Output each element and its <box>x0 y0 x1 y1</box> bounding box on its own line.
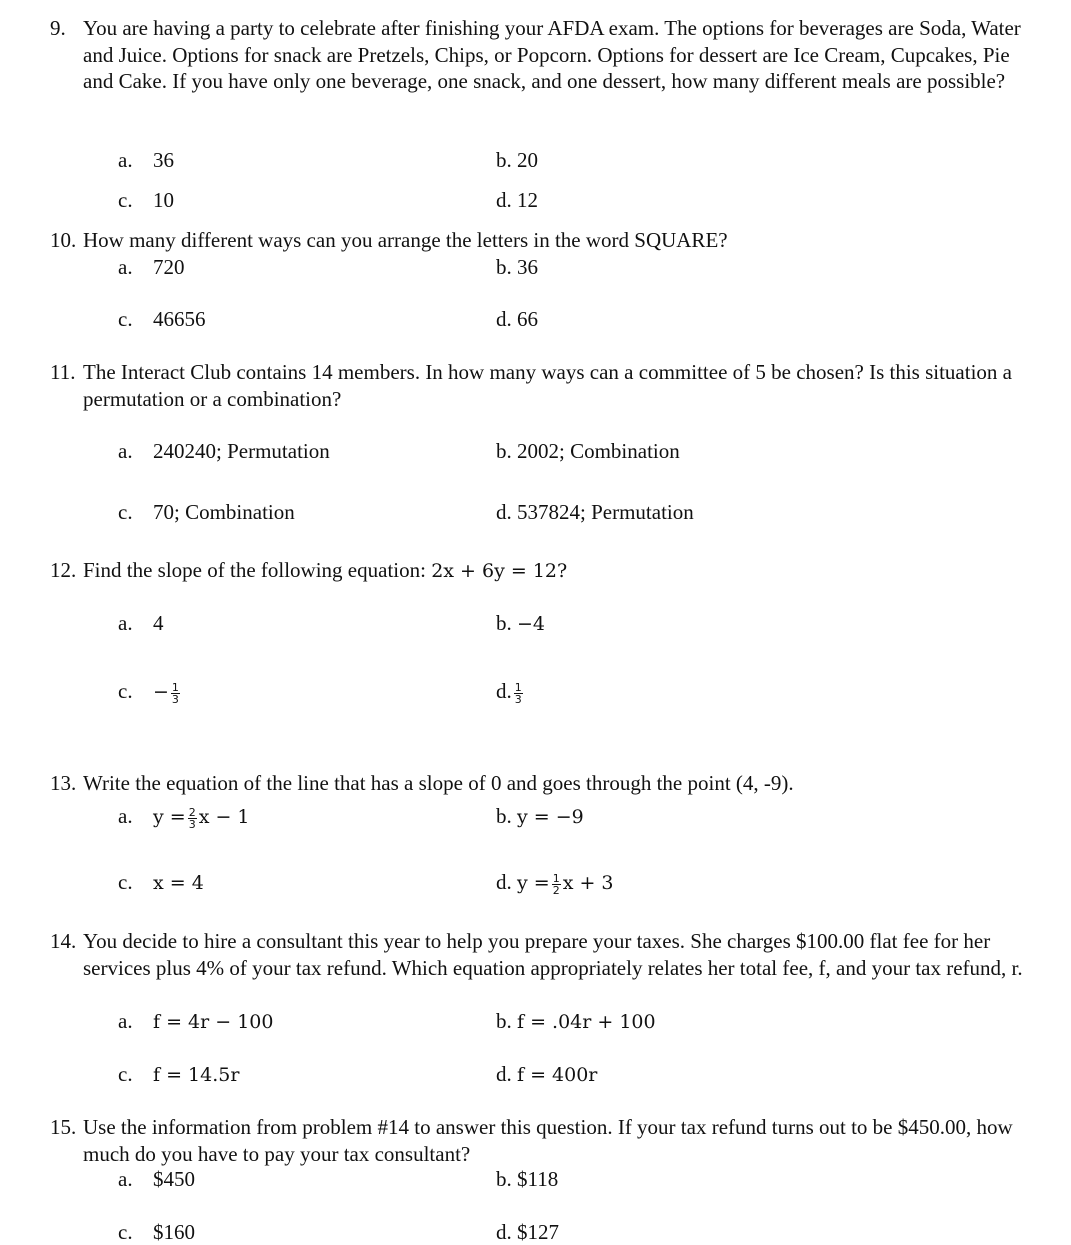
option-value: f = 400r <box>517 1064 598 1086</box>
option-value: x = 4 <box>153 872 204 894</box>
option-letter: c. <box>118 870 133 894</box>
fraction-denominator: 3 <box>171 692 179 706</box>
option-letter: c. <box>118 1220 133 1244</box>
option-c <box>118 499 295 525</box>
question-text: Find the slope of the following equation: <box>83 558 426 582</box>
question-13 <box>50 770 1040 797</box>
option-b <box>496 610 545 637</box>
option-letter: d. <box>496 188 512 212</box>
question-10 <box>50 227 1040 254</box>
option-letter: a. <box>118 1167 133 1191</box>
fraction-numerator: 1 <box>171 680 179 694</box>
option-letter: d. <box>496 307 512 331</box>
option-value: f = .04r + 100 <box>517 1011 656 1033</box>
option-letter: d. <box>496 679 512 703</box>
option-c <box>118 306 206 332</box>
option-c <box>118 869 204 896</box>
question-text: Write the equation of the line that has a slope of 0 and goes through the point (4, -9). <box>83 771 794 795</box>
equation-suffix: x − 1 <box>198 806 250 828</box>
option-value: 20 <box>517 148 538 172</box>
fraction <box>552 873 561 896</box>
fraction <box>171 682 180 705</box>
option-c <box>118 678 182 705</box>
option-value: 36 <box>153 148 174 172</box>
option-letter: a. <box>118 1009 133 1033</box>
option-d <box>496 678 525 705</box>
option-b <box>496 254 538 280</box>
question-12 <box>50 557 1040 585</box>
option-value: 720 <box>153 255 185 279</box>
question-number: 14. <box>50 929 77 953</box>
question-number: 9. <box>50 16 66 40</box>
option-value: f = 4r − 100 <box>153 1011 274 1033</box>
option-d <box>496 1061 597 1088</box>
question-number: 10. <box>50 228 77 252</box>
option-value: 36 <box>517 255 538 279</box>
option-letter: b. <box>496 611 512 635</box>
option-value: $127 <box>517 1220 559 1244</box>
option-a <box>118 803 250 830</box>
option-letter: c. <box>118 500 133 524</box>
option-c <box>118 1061 239 1088</box>
option-b <box>496 803 584 830</box>
option-letter: a. <box>118 255 133 279</box>
option-value: $450 <box>153 1167 195 1191</box>
option-letter: c. <box>118 1062 133 1086</box>
option-value: 46656 <box>153 307 206 331</box>
fraction-denominator: 3 <box>188 817 196 831</box>
option-letter: d. <box>496 1220 512 1244</box>
option-a <box>118 1008 273 1035</box>
question-14 <box>50 928 1040 981</box>
option-letter: b. <box>496 439 512 463</box>
option-letter: b. <box>496 148 512 172</box>
fraction-numerator: 1 <box>552 871 560 885</box>
option-letter: a. <box>118 148 133 172</box>
fraction <box>188 807 197 830</box>
fraction-denominator: 2 <box>552 883 560 897</box>
fraction-numerator: 1 <box>514 680 522 694</box>
fraction-numerator: 2 <box>188 805 196 819</box>
option-letter: d. <box>496 500 512 524</box>
question-equation: 2x + 6y = 12? <box>431 560 568 582</box>
option-d <box>496 1219 559 1245</box>
option-letter: c. <box>118 307 133 331</box>
option-c <box>118 187 174 213</box>
option-letter: a. <box>118 439 133 463</box>
fraction-sign: − <box>153 681 169 703</box>
option-value: 66 <box>517 307 538 331</box>
question-number: 12. <box>50 558 77 582</box>
option-letter: d. <box>496 870 512 894</box>
option-letter: b. <box>496 1167 512 1191</box>
option-a <box>118 254 185 280</box>
option-letter: b. <box>496 255 512 279</box>
question-text: You are having a party to celebrate after finishing your AFDA exam. The options for beverages are Soda, Water and Juice. Options for snack are Pretzels, Chips, or Popcorn. Options for dessert are Ice Cream, Cupcakes, Pie and Cake. If you have only one beverage, one snack, and one dessert, how many different meals are possible? <box>83 16 1021 93</box>
option-b <box>496 1008 656 1035</box>
option-c <box>118 1219 195 1245</box>
fraction-denominator: 3 <box>514 692 522 706</box>
option-value: 10 <box>153 188 174 212</box>
option-b <box>496 438 680 464</box>
option-letter: a. <box>118 611 133 635</box>
equation-prefix: y = <box>153 806 186 828</box>
option-letter: d. <box>496 1062 512 1086</box>
option-b <box>496 1166 558 1192</box>
option-letter: b. <box>496 804 512 828</box>
equation-prefix: y = <box>517 872 550 894</box>
option-value: 12 <box>517 188 538 212</box>
option-a <box>118 1166 195 1192</box>
option-a <box>118 610 164 636</box>
option-value: −4 <box>517 613 546 635</box>
option-a <box>118 147 174 173</box>
option-value: y = −9 <box>517 806 584 828</box>
option-d <box>496 499 694 525</box>
option-value: 240240; Permutation <box>153 439 330 463</box>
option-value: $118 <box>517 1167 559 1191</box>
option-a <box>118 438 330 464</box>
option-value: 537824; Permutation <box>517 500 694 524</box>
option-d <box>496 306 538 332</box>
option-value: $160 <box>153 1220 195 1244</box>
option-value: 70; Combination <box>153 500 295 524</box>
option-value: 4 <box>153 611 164 635</box>
option-letter: b. <box>496 1009 512 1033</box>
equation-suffix: x + 3 <box>562 872 614 894</box>
option-letter: c. <box>118 188 133 212</box>
option-letter: a. <box>118 804 133 828</box>
question-number: 15. <box>50 1115 77 1139</box>
question-text: Use the information from problem #14 to answer this question. If your tax refund turns out to be $450.00, how much do you have to pay your tax consultant? <box>83 1115 1013 1166</box>
question-number: 11. <box>50 360 76 384</box>
question-text: How many different ways can you arrange the letters in the word SQUARE? <box>83 228 728 252</box>
option-d <box>496 187 538 213</box>
question-text: You decide to hire a consultant this year to help you prepare your taxes. She charges $100.00 flat fee for her services plus 4% of your tax refund. Which equation appropriately relates her total fee, f, and your tax refund, r. <box>83 929 1023 980</box>
option-value: 2002; Combination <box>517 439 680 463</box>
option-d <box>496 869 614 896</box>
question-number: 13. <box>50 771 77 795</box>
option-b <box>496 147 538 173</box>
fraction <box>514 682 523 705</box>
question-11 <box>50 359 1040 412</box>
option-value: f = 14.5r <box>153 1064 240 1086</box>
question-9 <box>50 15 1040 95</box>
option-letter: c. <box>118 679 133 703</box>
question-text: The Interact Club contains 14 members. In how many ways can a committee of 5 be chosen? Is this situation a permutation or a combination? <box>83 360 1012 411</box>
question-15 <box>50 1114 1040 1167</box>
